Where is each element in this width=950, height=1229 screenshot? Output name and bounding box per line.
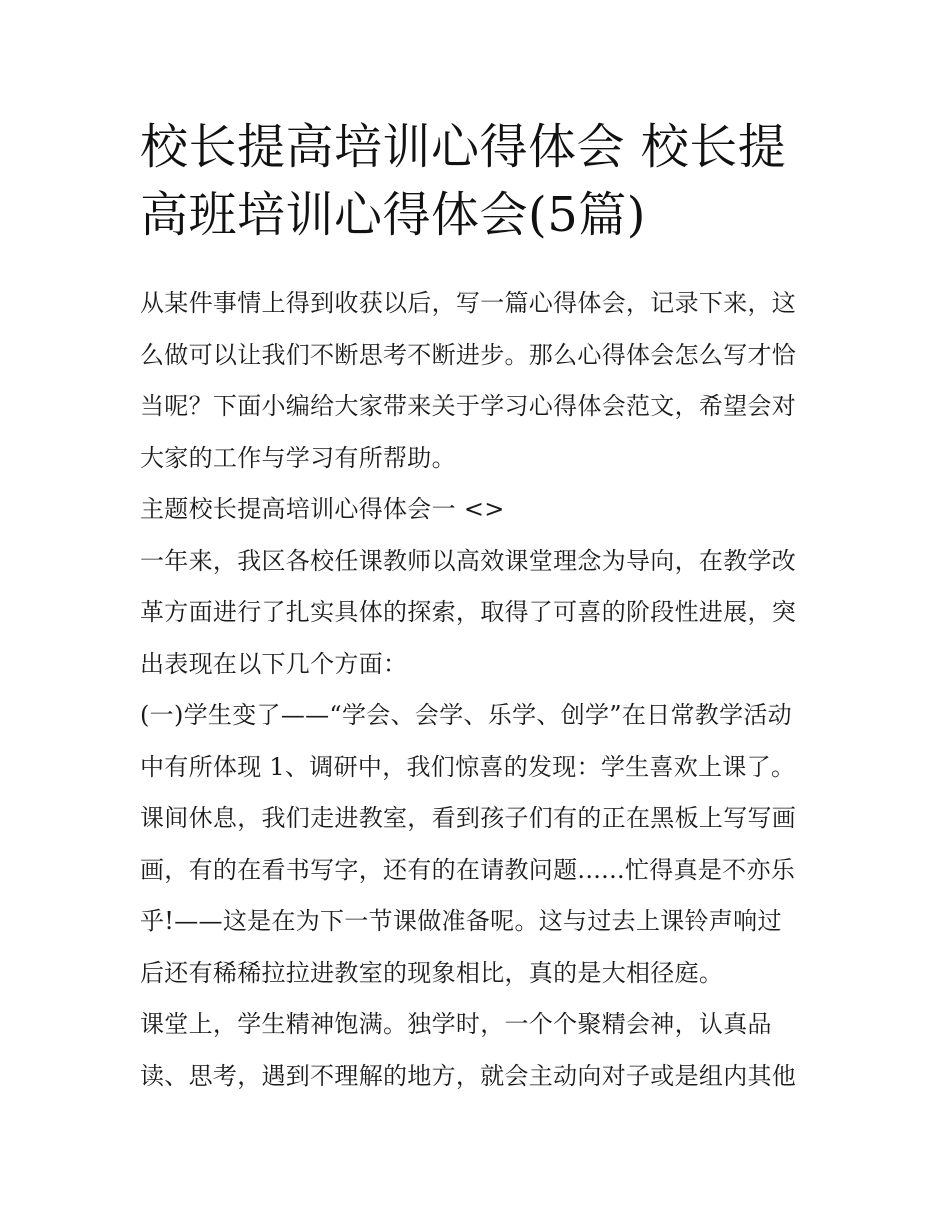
- body-line: 中有所体现 1、调研中，我们惊喜的发现：学生喜欢上课了。: [140, 752, 796, 781]
- body-line: 出表现在以下几个方面：: [140, 649, 408, 678]
- body-line: 当呢？下面小编给大家带来关于学习心得体会范文，希望会对: [140, 392, 797, 420]
- body-line: 乎!——这是在为下一节课做准备呢。这与过去上课铃声响过: [140, 907, 782, 935]
- document-body: [140, 278, 820, 1102]
- body-line: (一)学生变了——“学会、会学、乐学、创学”在日常教学活动: [140, 701, 792, 729]
- section-heading: 主题校长提高培训心得体会一 <>: [140, 495, 505, 523]
- body-line: 一年来，我区各校任课教师以高效课堂理念为导向，在教学改: [140, 546, 797, 575]
- body-line: 课堂上，学生精神饱满。独学时，一个个聚精会神，认真品: [140, 1010, 772, 1038]
- body-line: 大家的工作与学习有所帮助。: [140, 443, 456, 472]
- document-title: [140, 113, 820, 249]
- body-line: 革方面进行了扎实具体的探索，取得了可喜的阶段性进展，突: [140, 598, 797, 626]
- body-line: 么做可以让我们不断思考不断进步。那么心得体会怎么写才恰: [140, 340, 797, 369]
- body-line: 读、思考，遇到不理解的地方，就会主动向对子或是组内其他: [140, 1061, 797, 1090]
- body-line: 后还有稀稀拉拉进教室的现象相比，真的是大相径庭。: [140, 958, 724, 987]
- title-line: 高班培训心得体会(5篇): [140, 187, 646, 243]
- body-line: 课间休息，我们走进教室，看到孩子们有的正在黑板上写写画: [140, 804, 797, 832]
- body-line: 画，有的在看书写字，还有的在请教问题......忙得真是不亦乐: [140, 855, 796, 884]
- title-line: 校长提高培训心得体会 校长提: [140, 119, 787, 175]
- body-line: 从某件事情上得到收获以后，写一篇心得体会，记录下来，这: [140, 289, 797, 317]
